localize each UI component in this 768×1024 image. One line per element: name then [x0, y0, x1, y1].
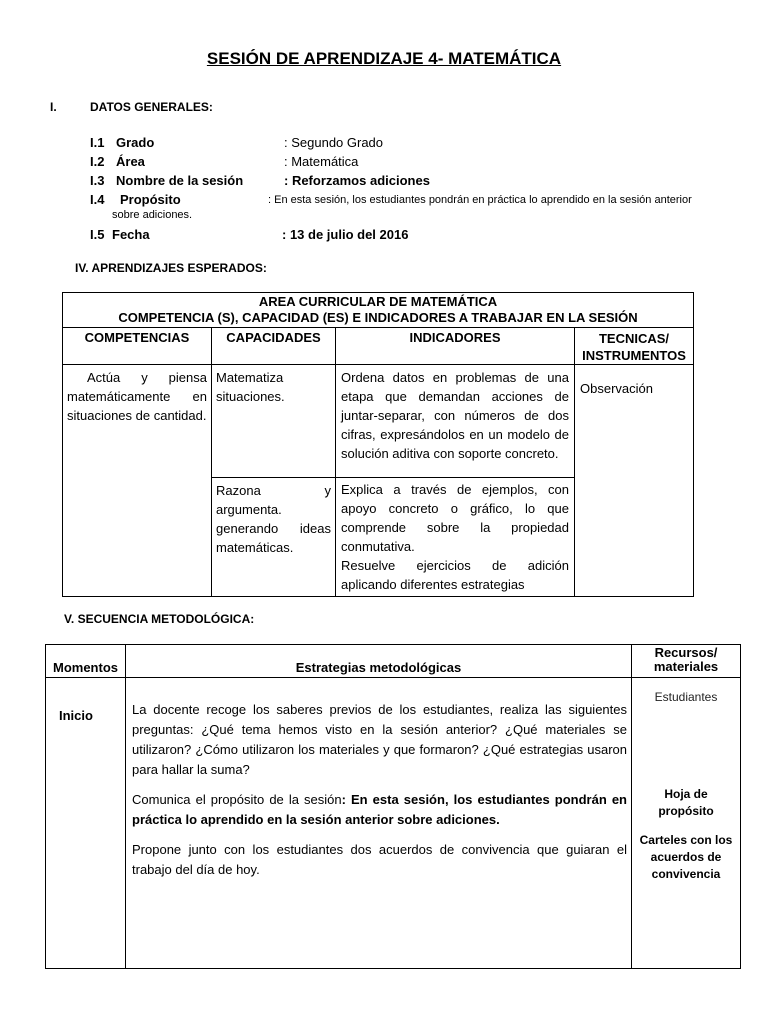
estrategia-paragraph-3: Propone junto con los estudiantes dos acuerdos de convivencia que guiaran el trabajo del día de hoy. [132, 842, 627, 877]
capacidad-1-cell: Matematiza situaciones. [212, 365, 336, 478]
indicador-2b-text: Resuelve ejercicios de adición aplicando diferentes estrategias [341, 558, 569, 592]
indicador-2a-text: Explica a través de ejemplos, con apoyo concreto o gráfico, lo que comprende sobre la propiedad conmutativa. [341, 482, 569, 554]
recurso-estudiantes: Estudiantes [654, 690, 718, 704]
secuencia-table [45, 644, 741, 969]
dato-proposito-value: : En esta sesión, los estudiantes pondrán en práctica lo aprendido en la sesión anterior [268, 194, 692, 206]
section-5-title: V. SECUENCIA METODOLÓGICA: [64, 612, 255, 626]
estrategias-cell [126, 678, 632, 969]
dato-grado-num: I.1 [90, 135, 105, 150]
dato-grado-value: : Segundo Grado [284, 135, 384, 150]
tecnica-cell: Observación [575, 365, 694, 597]
recurso-carteles: Carteles con los acuerdos de convivencia [639, 833, 733, 881]
dato-proposito-cont: sobre adiciones. [112, 209, 193, 221]
indicador-2-cell [336, 478, 575, 597]
dato-nombre-num: I.3 [90, 173, 105, 188]
col-momentos: Momentos [46, 645, 126, 678]
momento-inicio: Inicio [46, 678, 126, 969]
recurso-hoja-proposito: Hoja de propósito [658, 787, 714, 818]
recursos-cell [632, 678, 741, 969]
dato-nombre-label: Nombre de la sesión [116, 173, 244, 188]
col-capacidades: CAPACIDADES [212, 328, 336, 365]
dato-proposito-num: I.4 [90, 192, 105, 207]
page-title: SESIÓN DE APRENDIZAJE 4- MATEMÁTICA [206, 49, 562, 68]
section-1-title: DATOS GENERALES: [90, 100, 213, 114]
col-indicadores: INDICADORES [336, 328, 575, 365]
dato-area-value: : Matemática [284, 154, 359, 169]
area-curricular-title: AREA CURRICULAR DE MATEMÁTICA [258, 294, 498, 309]
section-1-number: I. [50, 100, 57, 114]
estrategia-paragraph-2 [132, 790, 627, 830]
table1-header [63, 293, 694, 328]
competencia-cell: Actúa y piensa matemáticamente en situaciones de cantidad. [63, 365, 212, 597]
proposito-prefix: Comunica el propósito de la sesión [132, 792, 342, 807]
col-estrategias: Estrategias metodológicas [126, 645, 632, 678]
estrategia-paragraph-1: La docente recoge los saberes previos de los estudiantes, realiza las siguientes preguntas: ¿Qué tema hemos visto en la sesión anterior? ¿Qué materiales se utilizaron? ¿Cómo utilizaron los materiales y que formaron? ¿Qué estrategias usaron para hallar la suma? [132, 702, 627, 777]
dato-area-num: I.2 [90, 154, 105, 169]
col-tecnicas: TECNICAS/ INSTRUMENTOS [575, 328, 694, 365]
indicador-1-cell: Ordena datos en problemas de una etapa que demandan acciones de juntar-separar, con números de dos cifras, expresándolos en un modelo de solución aditiva con soporte concreto. [336, 365, 575, 478]
dato-area-label: Área [116, 154, 145, 169]
competencias-title: COMPETENCIA (S), CAPACIDAD (ES) E INDICADORES A TRABAJAR EN LA SESIÓN [118, 310, 638, 325]
dato-fecha-value: : 13 de julio del 2016 [282, 227, 409, 242]
col-recursos: Recursos/ materiales [632, 645, 741, 678]
col-competencias: COMPETENCIAS [63, 328, 212, 365]
capacidad-2-cell: Razona y argumenta. generando ideas matemáticas. [212, 478, 336, 597]
dato-fecha-num: I.5 [90, 227, 105, 242]
aprendizajes-table [62, 292, 694, 597]
dato-fecha-label: Fecha [112, 227, 150, 242]
proposito-bold: : En esta sesión, los estudiantes pondrán en práctica lo aprendido en la sesión anterior sobre adiciones. [132, 792, 628, 827]
section-4-title: IV. APRENDIZAJES ESPERADOS: [75, 261, 267, 275]
dato-nombre-value: : Reforzamos adiciones [284, 173, 430, 188]
dato-grado-label: Grado [116, 135, 155, 150]
dato-proposito-label: Propósito [120, 192, 181, 207]
